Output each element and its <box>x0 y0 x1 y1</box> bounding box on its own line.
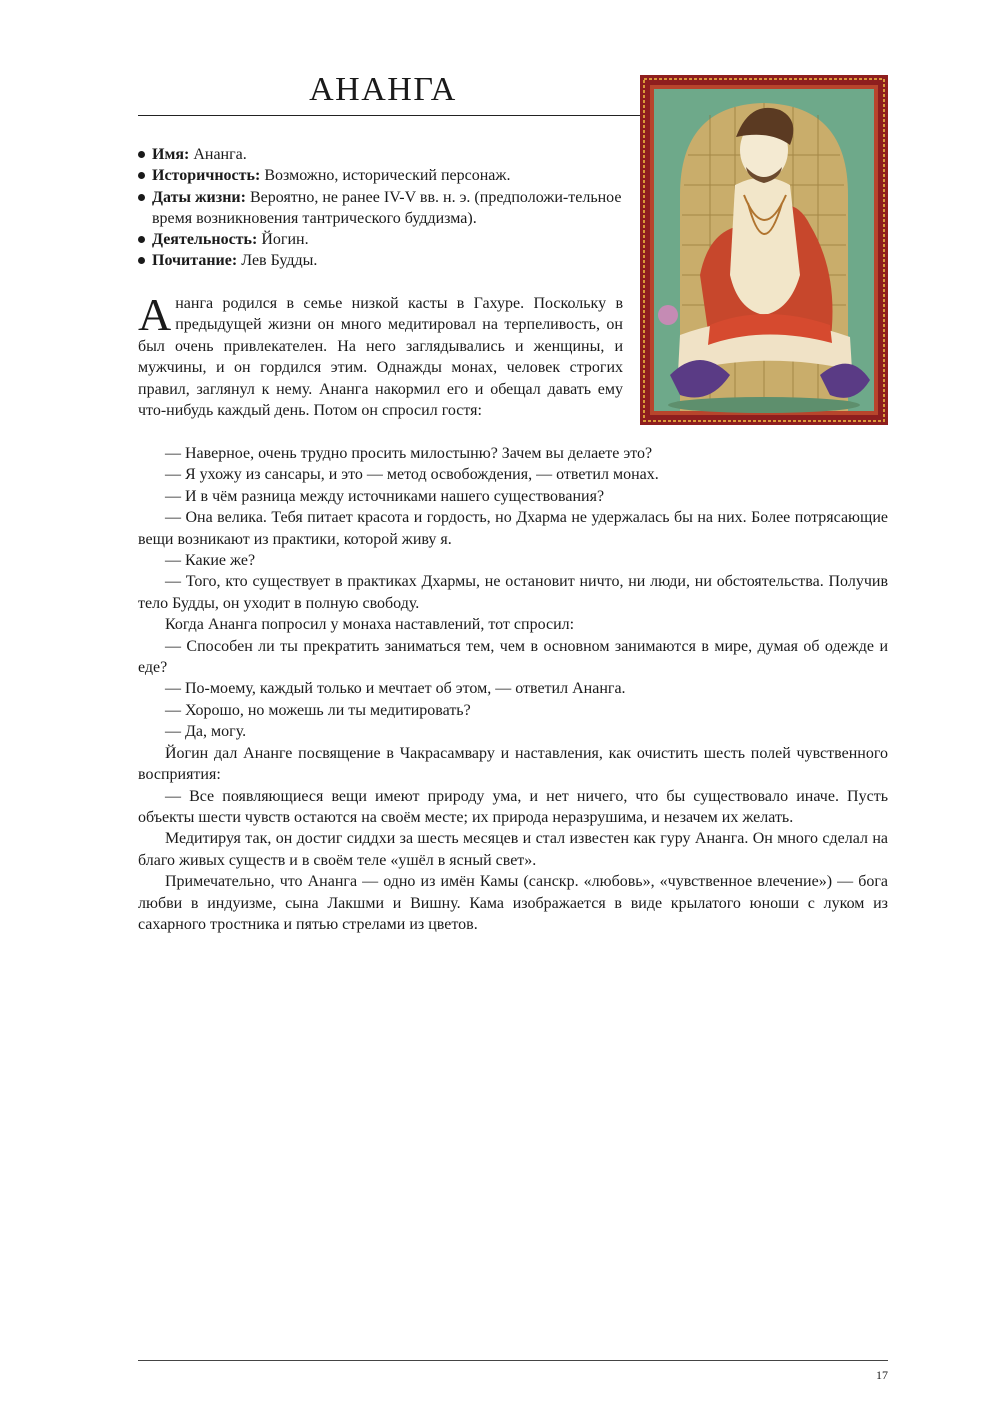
paragraph: — Какие же? <box>165 552 256 570</box>
paragraph: — Все появляющиеся вещи имеют природу ума, и нет ничего, что бы существовало иначе. Пусть объекты шести чувств остаются на своём месте; их природа неразрушима, и незачем их желать. <box>138 787 888 826</box>
bullet-icon <box>138 257 145 264</box>
paragraph: — Она велика. Тебя питает красота и гордость, но Дхарма не удержалась бы на них. Более потрясающие вещи возникают из практики, которой живу я. <box>138 509 888 548</box>
bullet-icon <box>138 236 145 243</box>
fact-value: Возможно, исторический персонаж. <box>264 167 511 185</box>
fact-value: Йогин. <box>261 231 309 249</box>
fact-dates: Даты жизни: Вероятно, не ранее IV-V вв. н. э. (предположи-тельное время возникновения тантрического буддизма). <box>138 187 623 230</box>
page-number: 17 <box>876 1368 888 1382</box>
bullet-icon <box>138 172 145 179</box>
paragraph: Когда Ананга попросил у монаха наставлений, тот спросил: <box>165 616 575 634</box>
drop-cap: А <box>138 289 172 340</box>
fact-name: Имя: Ананга. <box>138 144 623 165</box>
paragraph: — Того, кто существует в практиках Дхармы, не остановит ничто, ни люди, ни обстоятельства. Получив тело Будды, он уходит в полную свободу. <box>138 573 888 612</box>
fact-label: Почитание <box>152 252 232 270</box>
fact-value: Ананга. <box>193 146 247 163</box>
paragraph: Йогин дал Ананге посвящение в Чакрасамвару и наставления, как очистить шесть полей чувственного восприятия: <box>138 744 888 784</box>
paragraph: Медитируя так, он достиг сиддхи за шесть месяцев и стал известен как гуру Ананга. Он много сделал на благо живых существ и в своём теле «ушёл в ясный свет». <box>138 830 888 869</box>
body-text <box>138 443 888 935</box>
paragraph: — И в чём разница между источниками нашего существования? <box>165 487 605 505</box>
intro-paragraph <box>138 289 623 421</box>
paragraph: — Я ухожу из сансары, и это — метод освобождения, — ответил монах. <box>165 466 659 484</box>
fact-label: Историчность <box>152 167 255 185</box>
paragraph: — Да, могу. <box>165 723 247 741</box>
fact-value: Лев Будды. <box>241 252 318 270</box>
fact-historicity: Историчность: Возможно, исторический персонаж. <box>138 165 623 186</box>
facts-list <box>138 144 623 272</box>
paragraph: — По-моему, каждый только и мечтает об этом, — ответил Ананга. <box>165 680 626 698</box>
fact-label: Даты жизни <box>152 188 241 206</box>
bullet-icon <box>138 151 145 158</box>
intro-text: нанга родился в семье низкой касты в Гахуре. Поскольку в предыдущей жизни он много медитировал на терпеливость, он был очень привлекателен. На него заглядывались и женщины, и мужчины, и он гордился этим. Однажды монах, человек строгих правил, заглянул к нему. Ананга накормил его и обещал давать ему что-нибудь каждый день. Потом он спросил гостя: <box>138 295 623 420</box>
fact-veneration: Почитание: Лев Будды. <box>138 250 623 271</box>
paragraph: — Хорошо, но можешь ли ты медитировать? <box>165 701 471 719</box>
yogi-thangka-painting <box>640 75 888 425</box>
paragraph: — Наверное, очень трудно просить милостыню? Зачем вы делаете это? <box>165 445 653 462</box>
title-divider <box>138 115 640 116</box>
fact-value: Вероятно, не ранее IV-V вв. н. э. (предположи-тельное время возникновения тантрического буддизма). <box>152 188 622 227</box>
footer-divider <box>138 1360 888 1361</box>
paragraph: — Способен ли ты прекратить заниматься тем, чем в основном занимаются в мире, думая об одежде и еде? <box>138 637 888 677</box>
fact-label: Имя <box>152 146 184 163</box>
fact-activity: Деятельность: Йогин. <box>138 229 623 250</box>
page-title: АНАНГА <box>309 71 457 108</box>
bullet-icon <box>138 194 145 201</box>
fact-label: Деятельность <box>152 231 252 249</box>
paragraph: Примечательно, что Ананга — одно из имён Камы (санскр. «любовь», «чувственное влечение») — бога любви в индуизме, сына Лакшми и Вишну. Кама изображается в виде крылатого юноши с луком из сахарного тростника и пятью стрелами из цветов. <box>138 873 888 933</box>
